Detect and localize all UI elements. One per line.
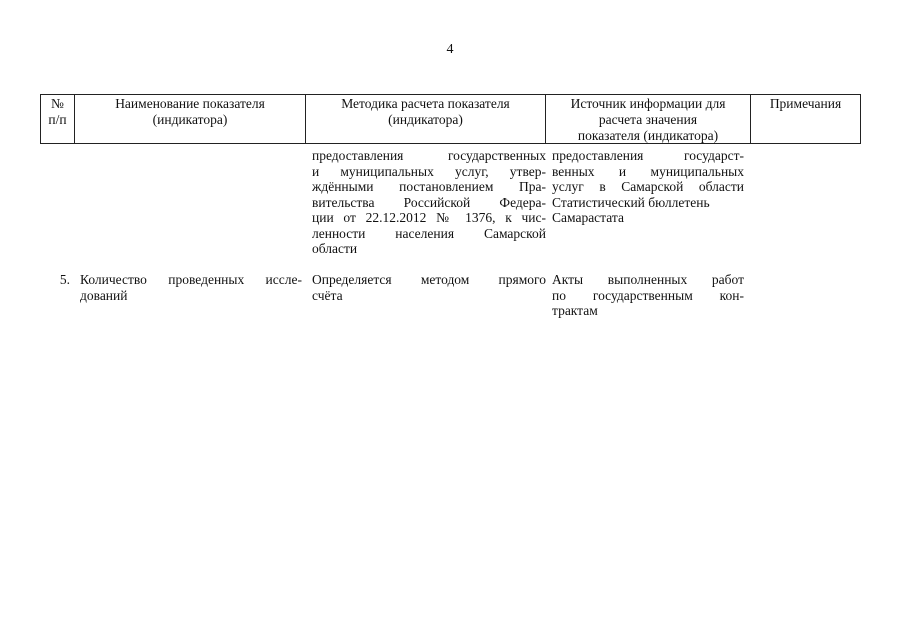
header-method-line: (индикатора)	[388, 112, 463, 127]
row-number: 5.	[59, 272, 70, 287]
text-line: предоставления государст-	[552, 148, 744, 163]
header-source-line: расчета значения	[598, 112, 698, 127]
text-line: Определяется методом прямого	[312, 272, 546, 287]
header-source-line: показателя (индикатора)	[577, 128, 719, 143]
header-notes-line: Примечания	[769, 96, 842, 111]
text-line: Акты выполненных работ	[552, 272, 744, 287]
header-method-line: Методика расчета показателя	[341, 96, 510, 111]
page-number: 4	[446, 42, 454, 57]
row-source	[552, 272, 744, 319]
header-indicator-name-line: (индикатора)	[152, 112, 228, 127]
text-line: трактам	[552, 303, 598, 318]
text-line: счёта	[312, 287, 343, 303]
header-indicator-name-line: Наименование показателя	[115, 96, 265, 111]
header-indicator-name	[75, 95, 306, 143]
text-line: вительства Российской Федера-	[312, 194, 546, 210]
header-number	[41, 95, 75, 143]
header-number-line: №	[51, 96, 64, 111]
header-number-line: п/п	[48, 112, 67, 127]
text-line: по государственным кон-	[552, 287, 744, 303]
text-line: Статистический бюллетень	[552, 194, 710, 210]
row-method	[312, 272, 546, 303]
text-line: венных и муниципальных	[552, 163, 744, 179]
continuation-method-cell	[312, 148, 546, 257]
row-indicator-name	[80, 272, 302, 303]
header-notes	[751, 95, 860, 143]
text-line: ленности населения Самарской	[312, 225, 546, 241]
continuation-source-cell	[552, 148, 744, 226]
text-line: и муниципальных услуг, утвер-	[312, 163, 546, 179]
table-header	[40, 94, 861, 144]
text-line: дований	[80, 287, 128, 303]
text-line: услуг в Самарской области	[552, 179, 744, 194]
text-line: Самарастата	[552, 210, 624, 225]
text-line: предоставления государственных	[312, 148, 546, 163]
header-source	[546, 95, 751, 143]
text-line: Количество проведенных иссле-	[80, 272, 302, 287]
header-method	[306, 95, 546, 143]
text-line: ции от 22.12.2012 № 1376, к чис-	[312, 210, 546, 225]
text-line: области	[312, 241, 358, 256]
header-source-line: Источник информации для	[570, 96, 726, 111]
text-line: ждёнными постановлением Пра-	[312, 179, 546, 194]
